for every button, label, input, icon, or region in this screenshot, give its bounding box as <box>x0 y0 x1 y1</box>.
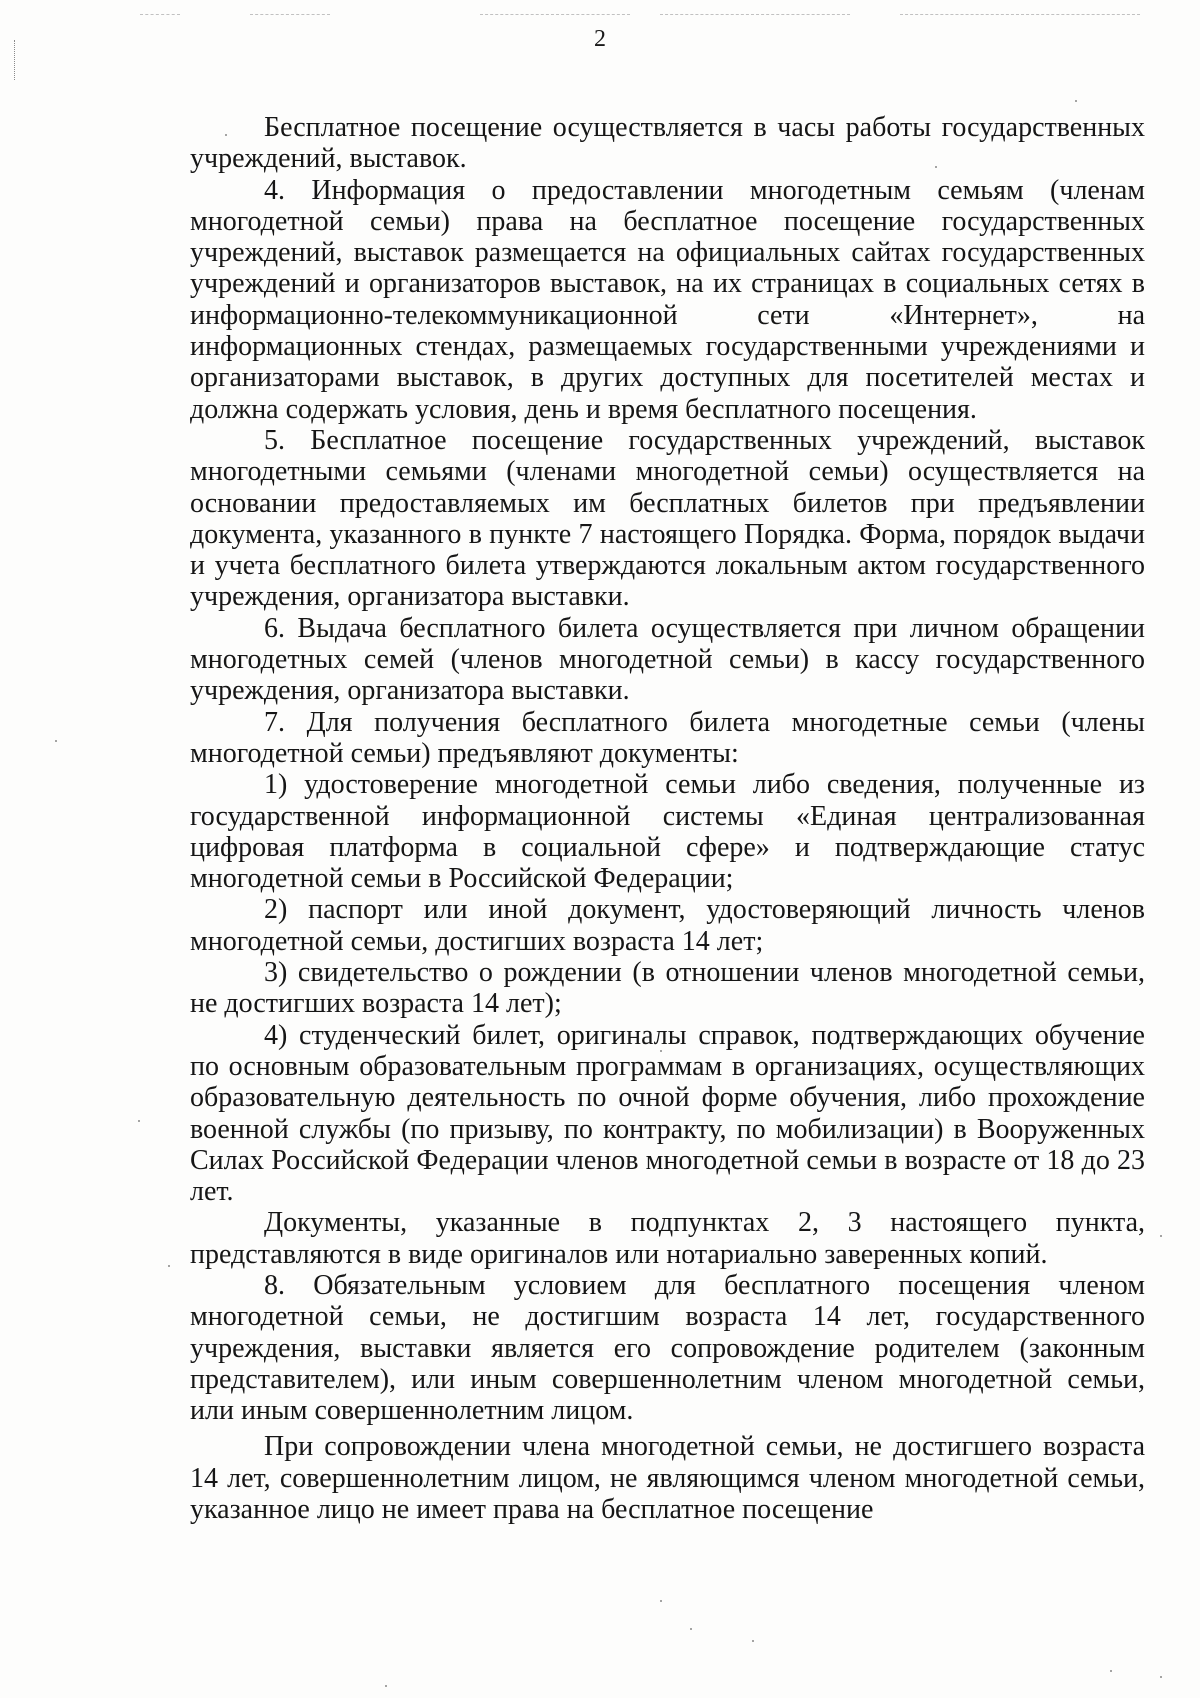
paragraph: Документы, указанные в подпунктах 2, 3 настоящего пункта, представляются в виде оригиналов или нотариально заверенных копий. <box>190 1207 1145 1270</box>
list-item: 2) паспорт или иной документ, удостоверяющий личность членов многодетной семьи, достигших возраста 14 лет; <box>190 894 1145 957</box>
scan-speck <box>1160 1676 1162 1678</box>
scan-speck <box>660 1600 662 1602</box>
list-item: 4) студенческий билет, оригиналы справок, подтверждающих обучение по основным образовательным программам в организациях, осуществляющих образовательную деятельность по очной форме обучения, либо прохождение военной службы (по призыву, по контракту, по мобилизации) в Вооруженных Силах Российской Федерации членов многодетной семьи в возрасте от 18 до 23 лет. <box>190 1019 1145 1208</box>
scan-speck <box>1075 100 1077 102</box>
paragraph: 6. Выдача бесплатного билета осуществляется при личном обращении многодетных семей (членов многодетной семьи) в кассу государственного учреждения, организатора выставки. <box>190 612 1145 707</box>
page-number: 2 <box>594 26 606 52</box>
scan-artifact <box>140 14 180 16</box>
scan-artifact <box>250 14 330 16</box>
paragraph: Бесплатное посещение осуществляется в часы работы государственных учреждений, выставок. <box>190 112 1145 175</box>
paragraph: 7. Для получения бесплатного билета многодетные семьи (члены многодетной семьи) предъявляют документы: <box>190 706 1145 769</box>
paragraph: 4. Информация о предоставлении многодетным семьям (членам многодетной семьи) права на бесплатное посещение государственных учреждений, выставок размещается на официальных сайтах государственных учреждений и организаторов выставок, на их страницах в социальных сетях в информационно-телекоммуникационной сети «Интернет», на информационных стендах, размещаемых государственными учреждениями и организаторами выставок, в других доступных для посетителей местах и должна содержать условия, день и время бесплатного посещения. <box>190 174 1145 425</box>
list-item: 3) свидетельство о рождении (в отношении членов многодетной семьи, не достигших возраста 14 лет); <box>190 957 1145 1020</box>
scan-speck <box>752 1640 754 1642</box>
paragraph: При сопровождении члена многодетной семьи, не достигшего возраста 14 лет, совершеннолетним лицом, не являющимся членом многодетной семьи, указанное лицо не имеет права на бесплатное посещение <box>190 1431 1145 1526</box>
scan-speck <box>1110 1670 1112 1672</box>
paragraph: 5. Бесплатное посещение государственных учреждений, выставок многодетными семьями (членами многодетной семьи) осуществляется на основании предоставляемых им бесплатных билетов при предъявлении документа, указанного в пункте 7 настоящего Порядка. Форма, порядок выдачи и учета бесплатного билета утверждаются локальным актом государственного учреждения, организатора выставки. <box>190 424 1145 613</box>
scan-speck <box>690 1628 692 1630</box>
list-item: 1) удостоверение многодетной семьи либо сведения, полученные из государственной информационной системы «Единая централизованная цифровая платформа в социальной сфере» и подтверждающие статус многодетной семьи в Российской Федерации; <box>190 769 1145 895</box>
document-body <box>190 112 1145 1525</box>
scan-speck <box>385 1685 387 1687</box>
scan-speck <box>168 1265 170 1267</box>
paragraph: 8. Обязательным условием для бесплатного посещения членом многодетной семьи, не достигшим возраста 14 лет, государственного учреждения, выставки является его сопровождение родителем (законным представителем), или иным совершеннолетним членом многодетной семьи, или иным совершеннолетним лицом. <box>190 1269 1145 1427</box>
scan-artifact <box>900 14 1140 16</box>
scan-artifact <box>660 14 850 16</box>
scan-artifact <box>480 14 630 16</box>
scan-speck <box>1160 1235 1162 1237</box>
scan-speck <box>55 740 57 742</box>
scan-speck <box>138 1120 140 1122</box>
